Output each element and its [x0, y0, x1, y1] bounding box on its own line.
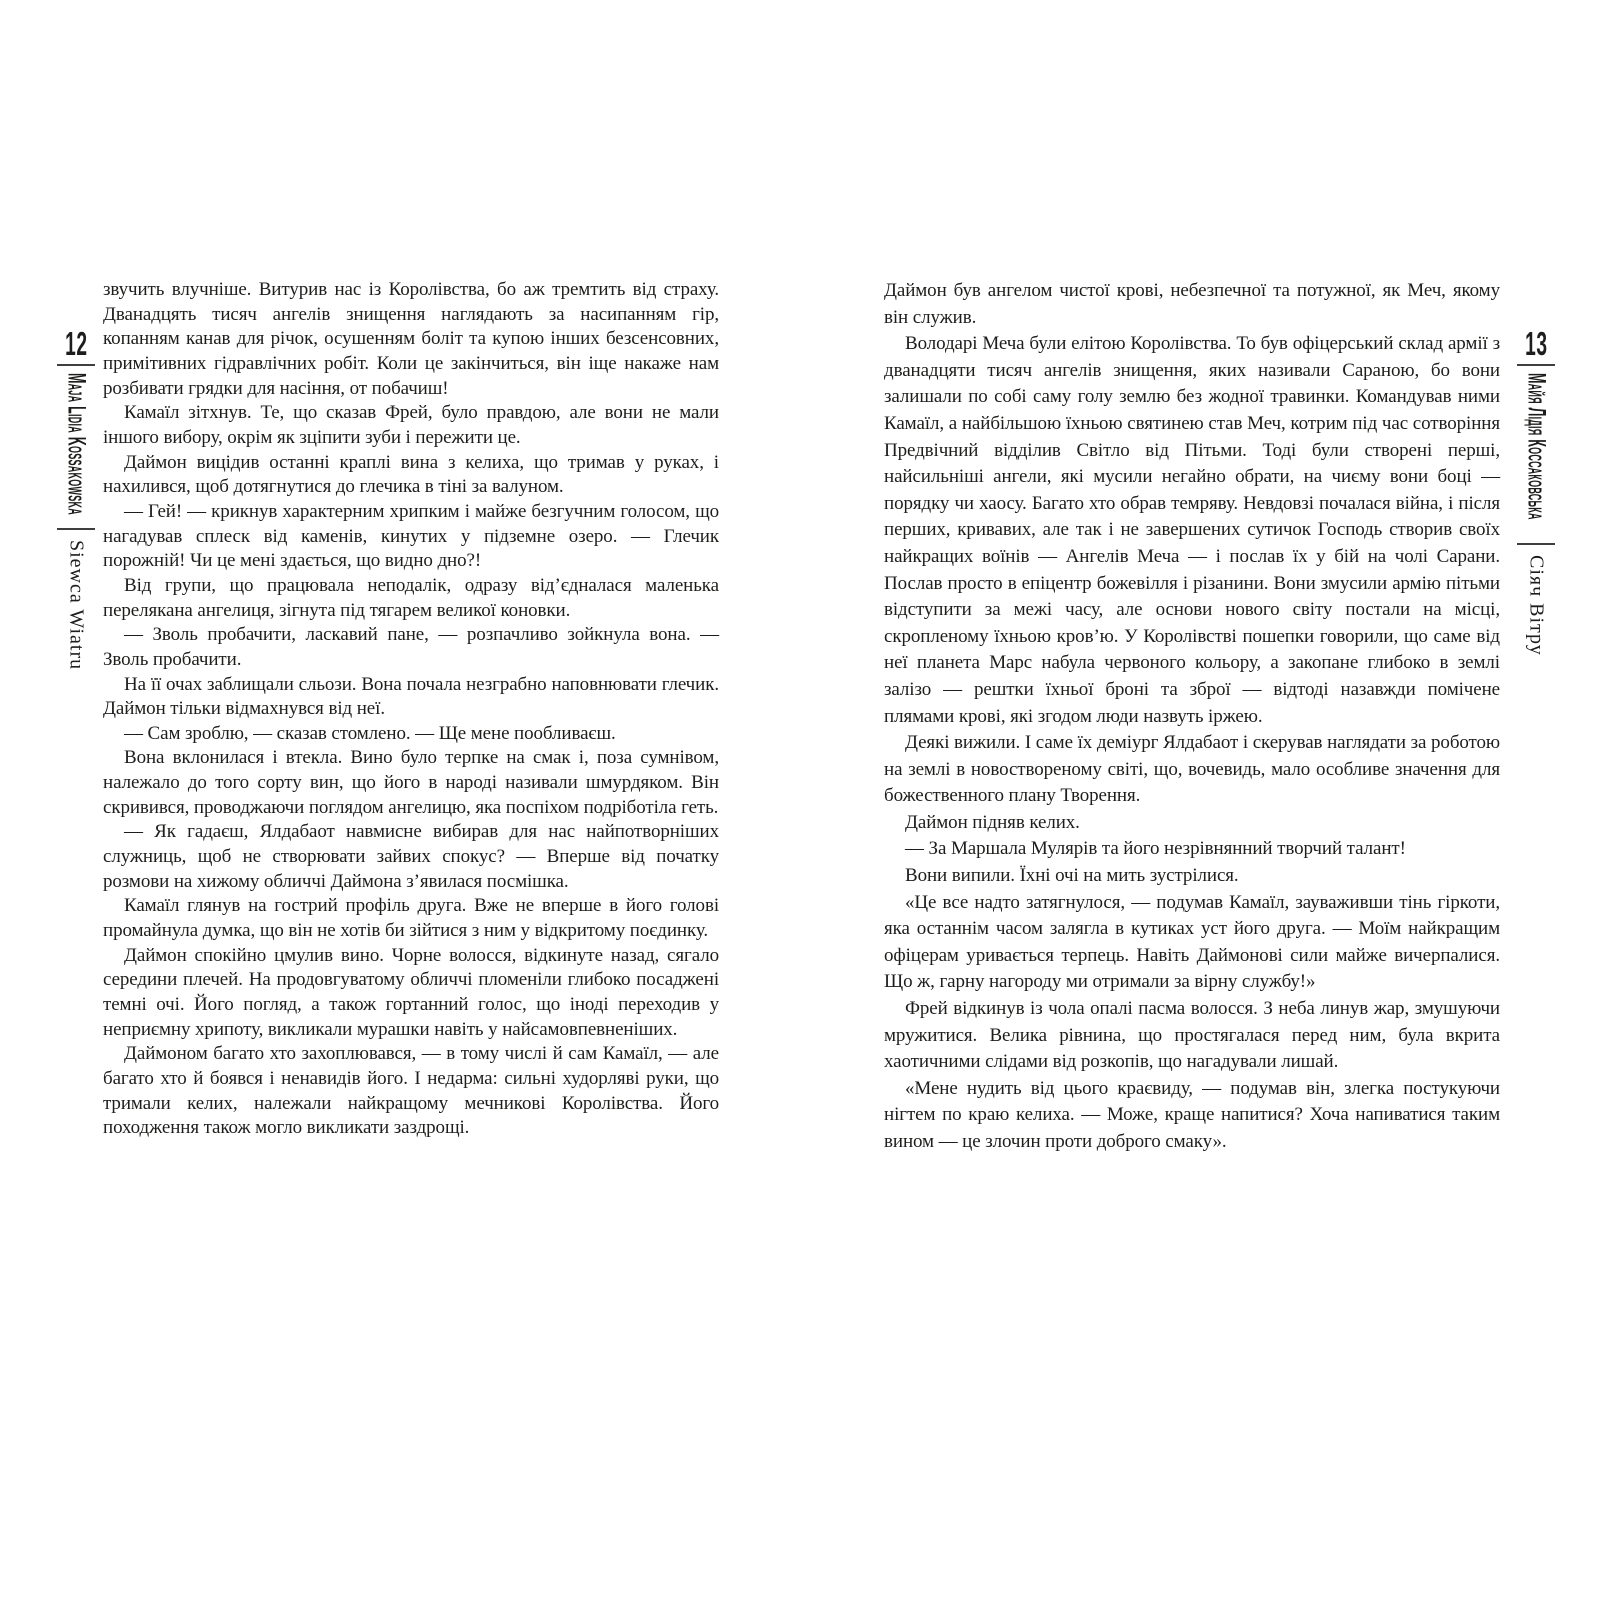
paragraph: — За Маршала Мулярів та його незрівнянний творчий талант! [905, 838, 1406, 860]
sidebar-author-vertical: Maja Lidia Kossakowska [62, 373, 91, 516]
right-page-number: 13 [1524, 325, 1548, 362]
paragraph: Деякі вижили. І саме їх деміург Ялдабаот і скерував наглядати за роботою на землі в новоствореному світі, що, вочевидь, мало особливе значення для божественного плану Творення. [884, 732, 1500, 807]
sidebar-title-block [1525, 555, 1548, 656]
sidebar-title-vertical: Siewca Wiatru [65, 540, 88, 671]
sidebar-rule [1517, 543, 1555, 545]
paragraph: Володарі Меча були елітою Королівства. То був офіцерський склад армії з дванадцяти тисяч ангелів знищення, яких називали Сараною, бо вони залишали по собі саму голу землю без жодної травинки. Командував ними Камаїл, а найбільшою їхньою святинею став Меч, котрим під час сотворіння Предвічний відділив Світло від Пітьми. Тоді були створені перші, найсильніші ангели, які мусили негайно обрати, на чиєму вони боці — порядку чи хаосу. Багато хто обрав темряву. Невдовзі почалася війна, і після перших, кривавих, але так і не завершених сутичок Господь створив своїх найкращих воїнів — Ангелів Меча — і послав їх у бій на чолі Сарани. Послав просто в епіцентр божевілля і різанини. Вони змусили армію пітьми відступити за межі часу, але основи нового світу постали на місці, скропленому їхньою кров’ю. У Королівстві пошепки говорили, що саме від неї планета Марс набула червоного кольору, а закопане глибоко в землі залізо — рештки їхньої броні та зброї — відтоді назавжди помічене плямами крові, які згодом люди назвуть іржею. [884, 333, 1500, 727]
paragraph: — Зволь пробачити, ласкавий пане, — розпачливо зойкнула вона. — Зволь пробачити. [103, 624, 719, 670]
paragraph: звучить влучніше. Витурив нас із Королівства, бо аж тремтить від страху. Дванадцять тисяч ангелів знищення наглядають за насипанням гір, копанням канав для річок, осушенням боліт та купою інших безсенсовних, примітивних гідравлічних робіт. Коли це закінчиться, він іще накаже нам розбивати грядки для насіння, от побачиш! [103, 279, 719, 399]
paragraph: Даймон був ангелом чистої крові, небезпечної та потужної, як Меч, якому він служив. [884, 280, 1500, 328]
sidebar-rule [1517, 364, 1555, 366]
paragraph: Даймоном багато хто захоплювався, — в тому числі й сам Камаїл, — але багато хто й боявся і ненавидів його. І недарма: сильні худорляві руки, що тримали келих, належали найкращому мечникові Королівства. Його походження також могло викликати заздрощі. [103, 1043, 719, 1139]
paragraph: Даймон підняв келих. [905, 811, 1080, 833]
paragraph: Від групи, що працювала неподалік, одразу від’єдналася маленька перелякана ангелиця, зігнута під тягарем великої коновки. [103, 574, 719, 621]
right-page-text-column [884, 278, 1500, 1156]
sidebar-author-block [1522, 373, 1551, 538]
left-page-text-column [103, 278, 719, 1141]
right-page-sidebar [1506, 327, 1566, 656]
paragraph: Фрей відкинув із чола опалі пасма волосся. З неба линув жар, змушуючи мружитися. Велика рівнина, що простягалася перед ним, була вкрита хаотичними слідами від розкопів, що нагадували лишай. [884, 998, 1500, 1073]
paragraph: — Як гадаєш, Ялдабаот навмисне вибирав для нас найпотворніших служниць, щоб не створювати зайвих спокус? — Вперше від початку розмови на хижому обличчі Даймона з’явилася посмішка. [103, 821, 719, 892]
paragraph: «Це все надто затягнулося, — подумав Камаїл, зауваживши тінь гіркоти, яка останнім часом залягла в кутиках уст його друга. — Моїм найкращим офіцерам уривається терпець. Навіть Даймонові сили майже вичерпалися. Що ж, гарну нагороду ми отримали за вірну службу!» [884, 891, 1500, 993]
paragraph: Даймон вицідив останні краплі вина з келиха, що тримав у руках, і нахилився, щоб дотягнутися до глечика в тіні за валуном. [103, 451, 719, 498]
paragraph: Вона вклонилася і втекла. Вино було терпке на смак і, поза сумнівом, належало до того сорту вин, що його в народі називали шмурдяком. Він скривився, проводжаючи поглядом ангелицю, яка поспіхом подріботіла геть. [103, 747, 719, 818]
sidebar-title-block [65, 540, 88, 670]
sidebar-rule [57, 528, 95, 530]
paragraph: — Сам зроблю, — сказав стомлено. — Ще мене пообливаєш. [124, 722, 616, 744]
sidebar-author-block [62, 373, 91, 523]
paragraph: Вони випили. Їхні очі на мить зустрілися. [905, 865, 1239, 887]
paragraph: — Гей! — крикнув характерним хрипким і майже безгучним голосом, що нагадував сплеск від каменів, кинутих у підземне озеро. — Глечик порожній! Чи це мені здається, що видно дно?! [103, 500, 719, 572]
paragraph: Камаїл глянув на гострий профіль друга. Вже не вперше в його голові промайнула думка, що він не хотів би зійтися з ним у відкритому поєдинку. [103, 895, 719, 942]
left-page-sidebar [46, 327, 106, 670]
paragraph: «Мене нудить від цього краєвиду, — подумав він, злегка постукуючи нігтем по краю келиха. — Може, краще напитися? Хоча напиватися таким вином — це злочин проти доброго смаку». [884, 1077, 1500, 1152]
sidebar-author-vertical: Майя Лідія Коссаковська [1522, 373, 1551, 520]
paragraph: Даймон спокійно цмулив вино. Чорне волосся, відкинуте назад, сягало середини плечей. На продовгуватому обличчі пломеніли глибоко посаджені темні очі. Його погляд, а також гортанний голос, що іноді переходив у неприємну хрипоту, викликали мурашки навіть у найсамовпевненіших. [103, 944, 719, 1040]
left-page-number: 12 [64, 325, 88, 362]
paragraph: На її очах заблищали сльози. Вона почала незграбно наповнювати глечик. Даймон тільки відмахнувся від неї. [103, 673, 719, 720]
sidebar-title-vertical: Сіяч Вітру [1525, 555, 1548, 656]
paragraph: Камаїл зітхнув. Те, що сказав Фрей, було правдою, але вони не мали іншого вибору, окрім як зціпити зуби і пережити це. [103, 402, 719, 448]
sidebar-rule [57, 364, 95, 366]
